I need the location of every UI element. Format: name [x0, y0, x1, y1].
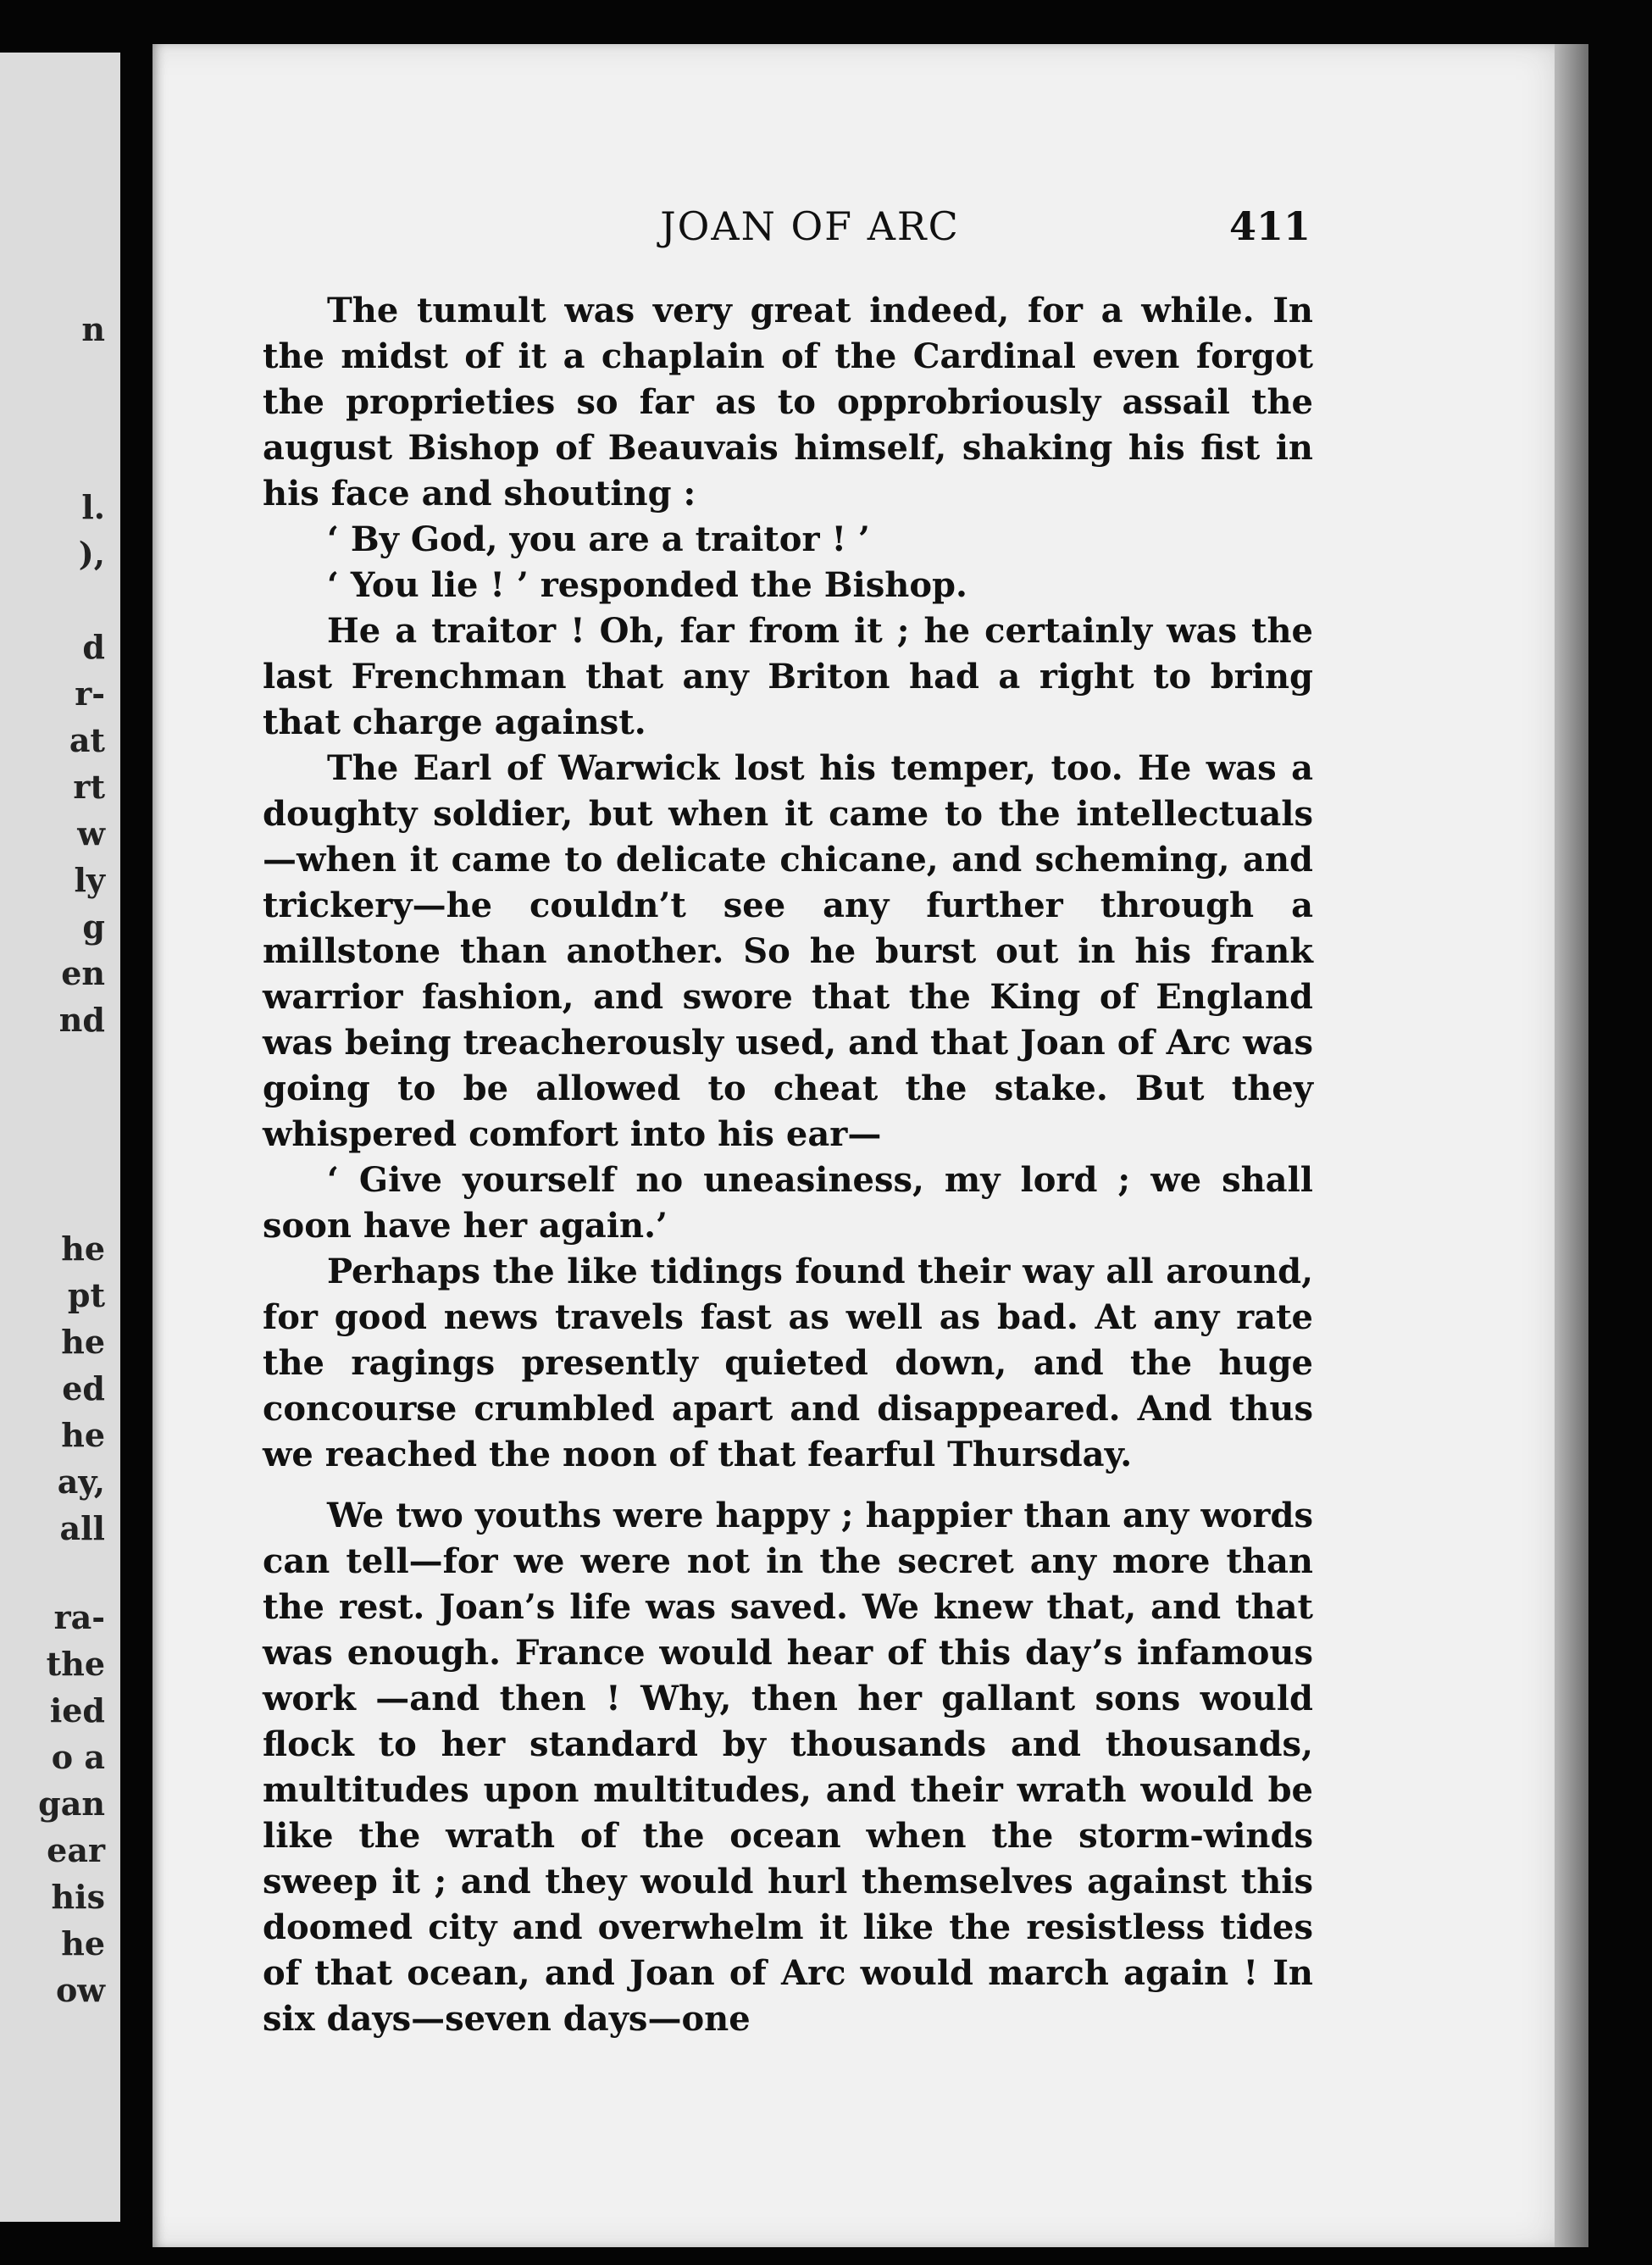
body-text — [263, 288, 1313, 2042]
left-page-fragment: pt — [67, 1276, 105, 1314]
left-page-fragment: o a — [51, 1738, 105, 1776]
paragraph: ‘ Give yourself no uneasiness, my lord ; we shall soon have her again.’ — [263, 1160, 1313, 1246]
left-page-fragment: he — [61, 1924, 105, 1962]
left-page-fragment: he — [61, 1230, 105, 1268]
left-page-fragment: his — [51, 1878, 105, 1916]
paragraph: The tumult was very great indeed, for a while. In the midst of it a chaplain of the Cardinal even forgot the proprieties so far as to opprobriously assail the august Bishop of Beauvais himself, shaking his fist in his face and shouting : — [263, 291, 1313, 514]
left-page-fragment: ay, — [57, 1463, 105, 1501]
left-page-fragment: w — [77, 814, 105, 852]
left-page-fragment: the — [46, 1645, 105, 1683]
paragraph: Perhaps the like tidings found their way all around, for good news travels fast as well as bad. At any rate the ragings presently quieted down, and the huge concourse crumbled apart and disappeared. And thus we reached the noon of that fearful Thursday. — [263, 1252, 1313, 1474]
left-page-fragment: he — [61, 1323, 105, 1361]
paragraph: We two youths were happy ; happier than any words can tell—for we were not in the secret any more than the rest. Joan’s life was saved. We knew that, and that was enough. France would hear of this day’s infamous work —and then ! Why, then her gallant sons would flock to her standard by thousands and thousands, multitudes upon multitudes, and their wrath would be like the wrath of the ocean when the storm-winds sweep it ; and they would hurl themselves against this doomed city and overwhelm it like the resistless tides of that ocean, and Joan of Arc would march again ! In six days—seven days—one — [263, 1496, 1313, 2039]
left-page-fragment: ied — [49, 1691, 105, 1729]
left-page-fragment: ), — [78, 535, 105, 573]
left-page-fragment: ra- — [53, 1598, 105, 1636]
left-page-fragment: r- — [75, 675, 105, 713]
left-page-fragment: g — [82, 908, 105, 946]
paragraph: ‘ By God, you are a traitor ! ’ — [327, 519, 870, 559]
left-page-fragment: ly — [74, 861, 105, 899]
left-page-fragment: at — [69, 721, 105, 759]
paragraph: ‘ You lie ! ’ responded the Bishop. — [327, 565, 967, 605]
left-facing-page — [0, 53, 120, 2222]
left-page-fragment: ow — [55, 1971, 105, 2009]
page-number: 411 — [1229, 203, 1311, 249]
paragraph: He a traitor ! Oh, far from it ; he certainly was the last Frenchman that any Briton had a right to bring that charge against. — [263, 611, 1313, 742]
paragraph: The Earl of Warwick lost his temper, too. He was a doughty soldier, but when it came to the intellectuals—when it came to delicate chicane, and scheming, and trickery—he couldn’t see any further through a millstone than another. So he burst out in his frank warrior fashion, and swore that the King of England was being treacherously used, and that Joan of Arc was going to be allowed to cheat the stake. But they whispered comfort into his ear— — [263, 748, 1313, 1154]
left-page-fragment: nd — [58, 1001, 105, 1039]
left-page-fragment: n — [81, 310, 105, 348]
page-edge-shadow — [1555, 44, 1588, 2247]
left-page-fragment: all — [59, 1509, 105, 1547]
left-page-fragment: en — [61, 954, 105, 992]
left-page-fragment: d — [82, 628, 105, 666]
left-page-fragment: rt — [73, 768, 105, 806]
left-page-fragment: ear — [47, 1831, 105, 1869]
left-page-fragment: gan — [38, 1785, 105, 1823]
left-page-fragment: l. — [81, 488, 105, 526]
running-head: JOAN OF ARC — [660, 203, 960, 249]
left-page-fragment: he — [61, 1416, 105, 1454]
left-page-fragment: ed — [62, 1369, 105, 1407]
